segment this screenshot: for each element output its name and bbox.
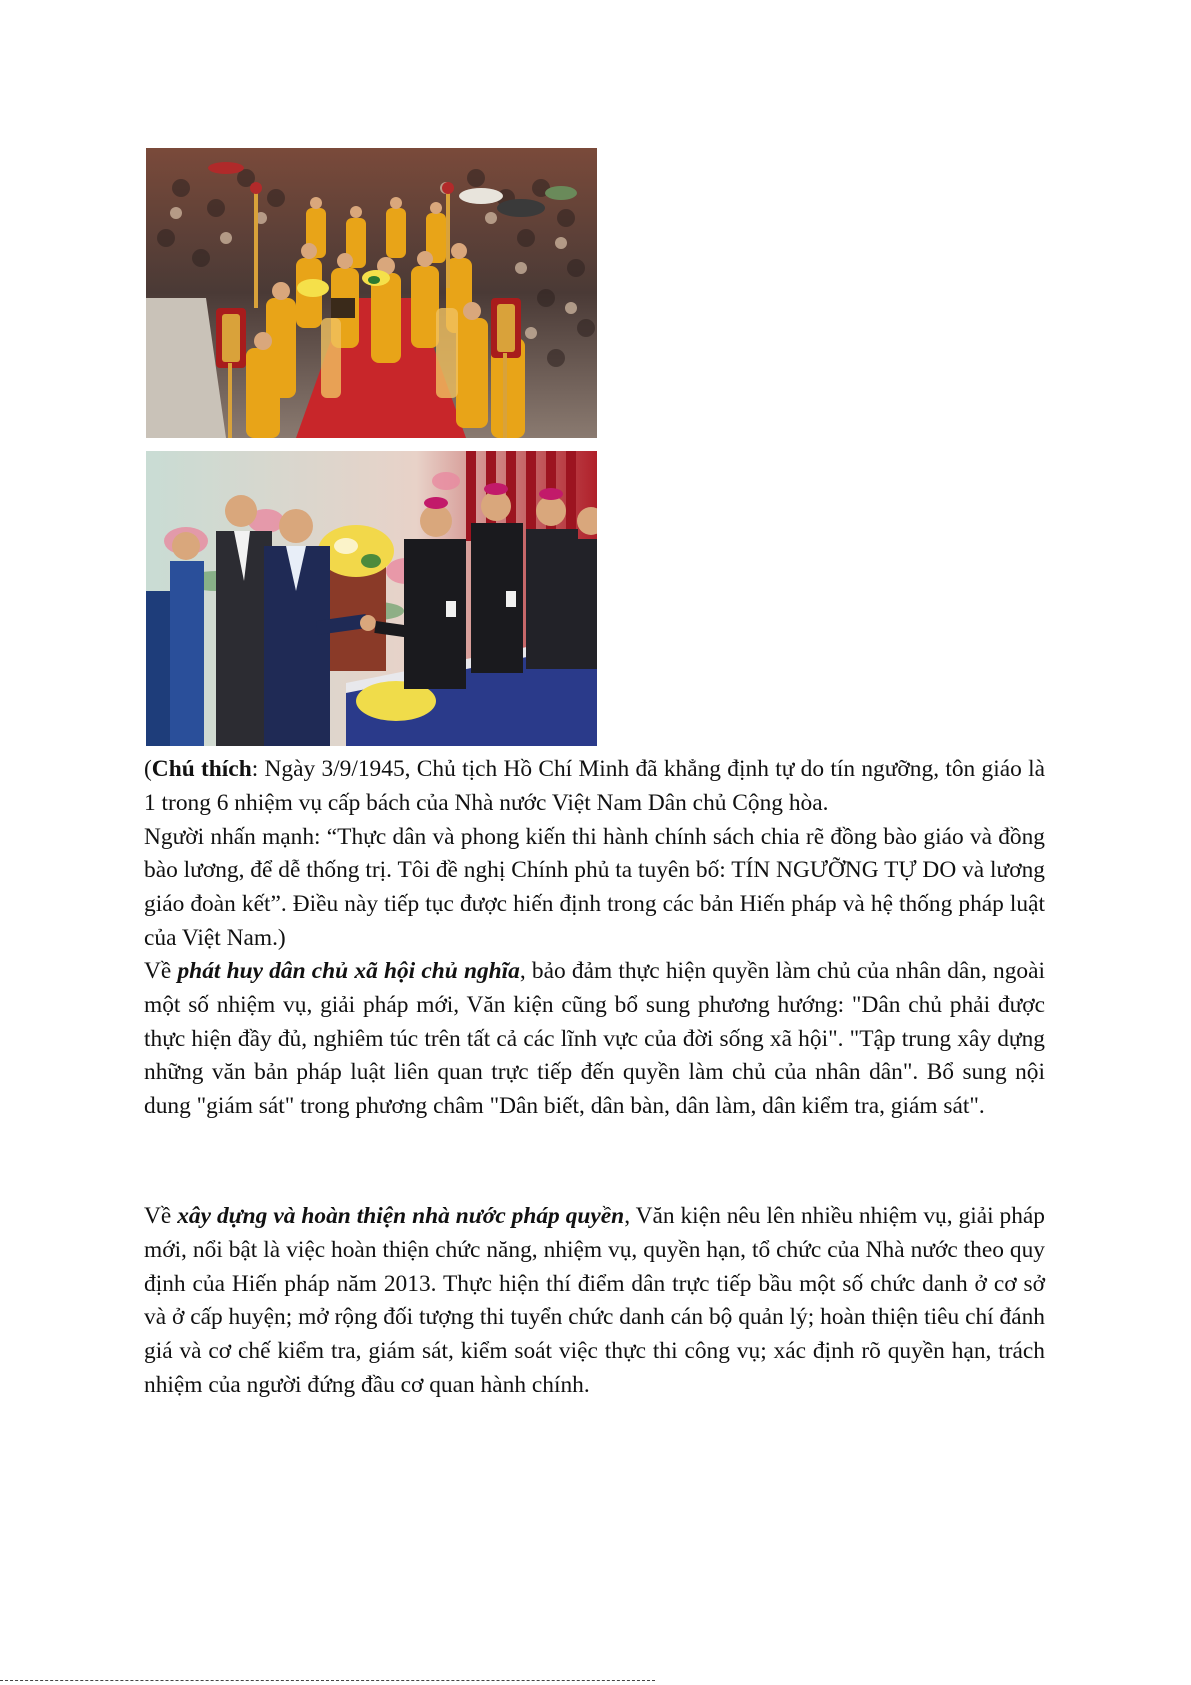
caption-label: Chú thích xyxy=(151,756,252,782)
paragraph-prefix: Về xyxy=(144,958,178,984)
paragraph-rule-of-law-state xyxy=(144,1200,1045,1403)
caption-paragraph xyxy=(144,753,1045,821)
paragraph-prefix: Về xyxy=(144,1203,178,1229)
photo-caption xyxy=(144,753,1045,956)
handshake-meeting-photo xyxy=(146,451,597,746)
caption-text: : Ngày 3/9/1945, Chủ tịch Hồ Chí Minh đã khẳng định tự do tín ngưỡng, tôn giáo là 1 trong 6 nhiệm vụ cấp bách của Nhà nước Việt Nam Dân chủ Cộng hòa. xyxy=(144,756,1045,816)
paragraph-emphasis: phát huy dân chủ xã hội chủ nghĩa xyxy=(177,958,520,984)
caption-open-paren: ( xyxy=(144,756,152,782)
paragraph-emphasis: xây dựng và hoàn thiện nhà nước pháp quyền xyxy=(177,1203,625,1229)
paragraph-socialist-democracy xyxy=(144,955,1045,1124)
caption-quote: Người nhấn mạnh: “Thực dân và phong kiến thi hành chính sách chia rẽ đồng bào giáo và đồng bào lương, để dễ thống trị. Tôi đề nghị Chính phủ ta tuyên bố: TÍN NGƯỠNG TỰ DO và lương giáo đoàn kết”. Điều này tiếp tục được hiến định trong các bản Hiến pháp và hệ thống pháp luật của Việt Nam.) xyxy=(144,823,1045,951)
footer-divider xyxy=(0,1680,655,1681)
paragraph-body: , Văn kiện nêu lên nhiều nhiệm vụ, giải pháp mới, nổi bật là việc hoàn thiện chức năng, nhiệm vụ, quyền hạn, tổ chức của Nhà nước theo quy định của Hiến pháp năm 2013. Thực hiện thí điểm dân trực tiếp bầu một số chức danh ở cơ sở và ở cấp huyện; mở rộng đối tượng thi tuyển chức danh cán bộ quản lý; hoàn thiện tiêu chí đánh giá và cơ chế kiểm tra, giám sát, kiểm soát việc thực thi công vụ; xác định rõ quyền hạn, trách nhiệm của người đứng đầu cơ quan hành chính. xyxy=(144,1203,1046,1398)
paragraph-body: , bảo đảm thực hiện quyền làm chủ của nhân dân, ngoài một số nhiệm vụ, giải pháp mới, Văn kiện cũng bổ sung phương hướng: "Dân chủ phải được thực hiện đầy đủ, nghiêm túc trên tất cả các lĩnh vực của đời sống xã hội". "Tập trung xây dựng những văn bản pháp luật liên quan trực tiếp đến quyền làm chủ của nhân dân". Bổ sung nội dung "giám sát" trong phương châm "Dân biết, dân bàn, dân làm, dân kiểm tra, giám sát". xyxy=(144,958,1046,1120)
buddhist-procession-photo xyxy=(146,148,597,438)
